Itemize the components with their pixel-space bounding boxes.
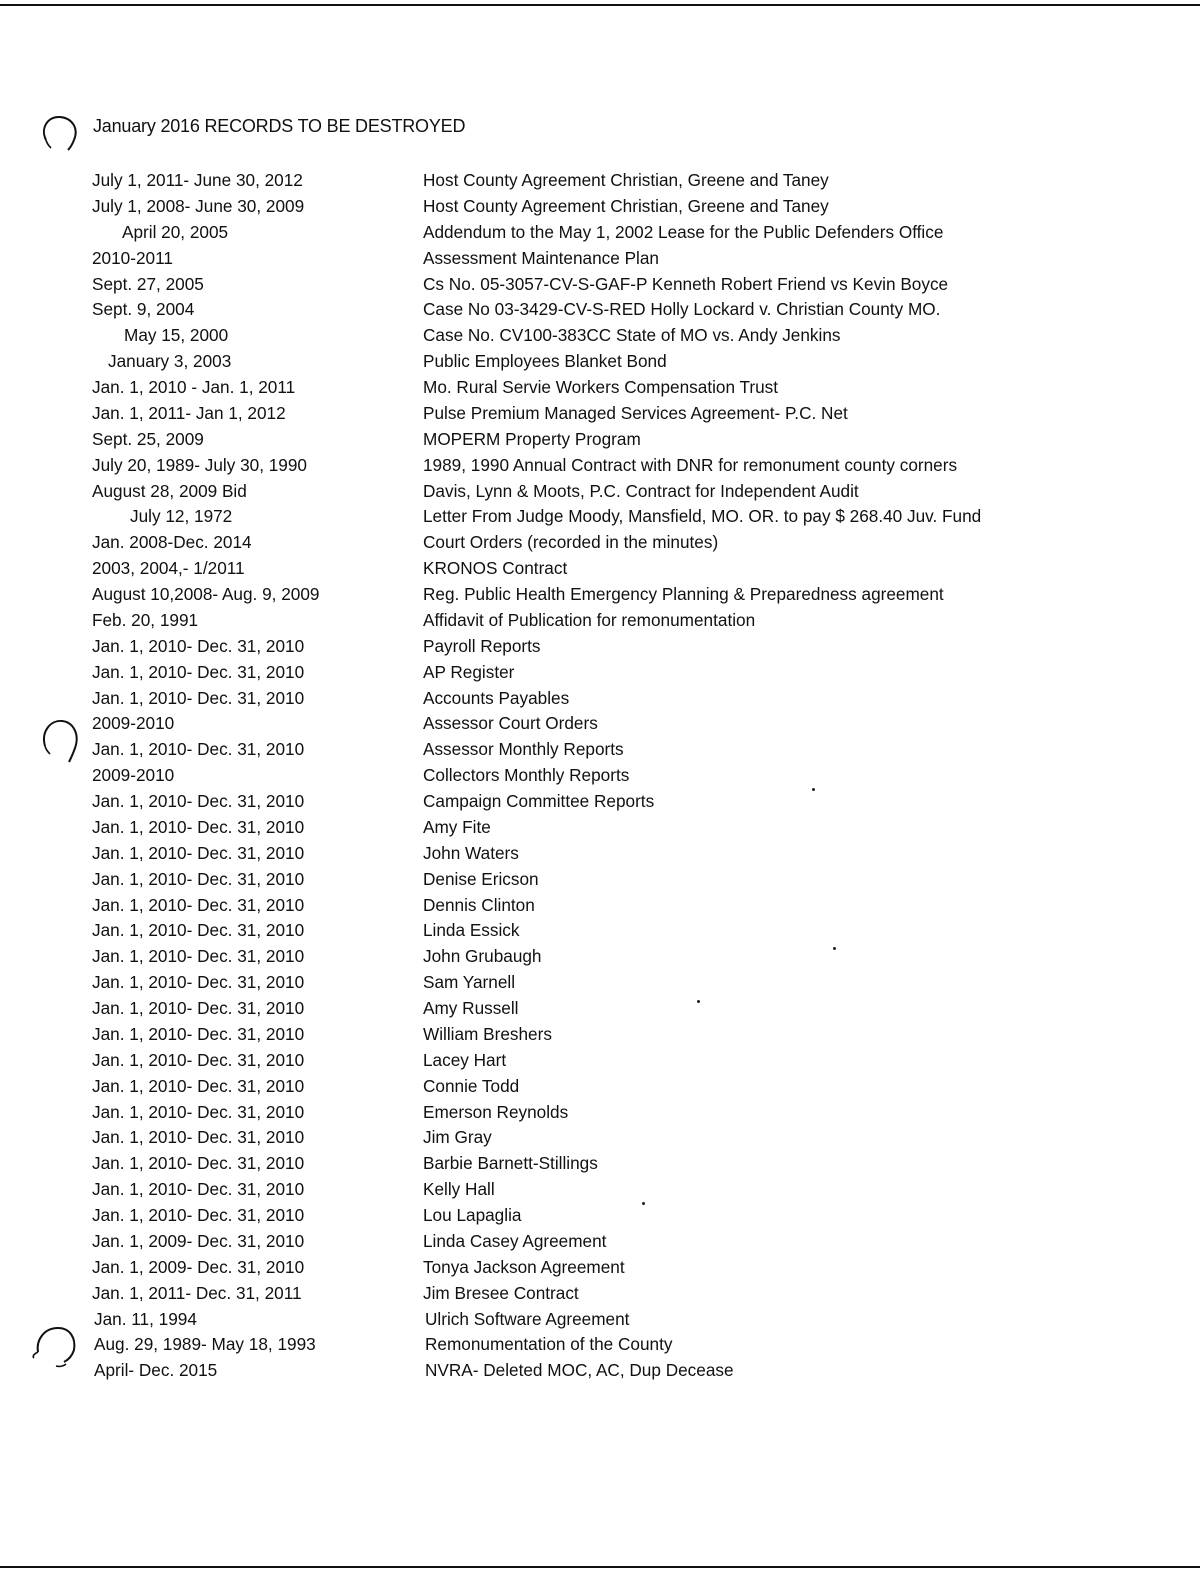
record-description: William Breshers bbox=[423, 1023, 552, 1044]
record-row bbox=[0, 763, 1200, 789]
record-description: MOPERM Property Program bbox=[423, 428, 641, 449]
record-row bbox=[0, 246, 1200, 272]
record-row bbox=[0, 401, 1200, 427]
record-date: Jan. 1, 2010 - Jan. 1, 2011 bbox=[92, 377, 296, 397]
record-description: Tonya Jackson Agreement bbox=[423, 1256, 625, 1277]
record-description: John Grubaugh bbox=[423, 946, 542, 967]
record-date: July 20, 1989- July 30, 1990 bbox=[92, 454, 307, 475]
record-date: Jan. 1, 2010- Dec. 31, 2010 bbox=[92, 868, 305, 889]
record-date: July 12, 1972 bbox=[130, 506, 233, 527]
record-date: Jan. 1, 2010- Dec. 31, 2010 bbox=[92, 972, 305, 993]
record-row bbox=[0, 867, 1200, 893]
record-date: Jan. 11, 1994 bbox=[94, 1308, 197, 1329]
record-description: 1989, 1990 Annual Contract with DNR for remonument county corners bbox=[423, 454, 958, 475]
record-date: Jan. 1, 2010- Dec. 31, 2010 bbox=[92, 1153, 305, 1174]
record-row bbox=[0, 297, 1200, 323]
record-date: Feb. 20, 1991 bbox=[92, 609, 199, 630]
record-row bbox=[0, 944, 1200, 970]
record-date: Aug. 29, 1989- May 18, 1993 bbox=[94, 1334, 316, 1355]
record-row bbox=[0, 608, 1200, 634]
record-date: Jan. 1, 2009- Dec. 31, 2010 bbox=[92, 1256, 305, 1277]
record-date: Jan. 1, 2010- Dec. 31, 2010 bbox=[92, 1049, 305, 1070]
record-description: NVRA- Deleted MOC, AC, Dup Decease bbox=[425, 1360, 734, 1381]
record-row bbox=[0, 841, 1200, 867]
record-date: 2009-2010 bbox=[92, 713, 175, 734]
record-description: Host County Agreement Christian, Greene and Taney bbox=[423, 170, 829, 190]
record-description: Ulrich Software Agreement bbox=[425, 1308, 630, 1329]
record-row bbox=[0, 1074, 1200, 1100]
record-row bbox=[0, 1177, 1200, 1203]
record-row bbox=[0, 1048, 1200, 1074]
record-row bbox=[0, 194, 1200, 220]
record-description: Cs No. 05-3057-CV-S-GAF-P Kenneth Robert Friend vs Kevin Boyce bbox=[423, 273, 949, 294]
record-row bbox=[0, 711, 1200, 737]
record-description: Addendum to the May 1, 2002 Lease for the Public Defenders Office bbox=[423, 221, 944, 242]
record-description: Accounts Payables bbox=[423, 687, 570, 708]
record-description: Emerson Reynolds bbox=[423, 1101, 569, 1122]
record-description: KRONOS Contract bbox=[423, 558, 568, 579]
record-date: Jan. 1, 2011- Jan 1, 2012 bbox=[92, 402, 286, 423]
record-description: Assessor Court Orders bbox=[423, 713, 598, 734]
record-row bbox=[0, 1125, 1200, 1151]
record-description: Denise Ericson bbox=[423, 868, 539, 889]
record-date: Jan. 1, 2010- Dec. 31, 2010 bbox=[92, 1075, 305, 1096]
record-date: August 10,2008- Aug. 9, 2009 bbox=[92, 584, 320, 604]
scan-speck bbox=[642, 1202, 645, 1205]
record-description: Kelly Hall bbox=[423, 1179, 495, 1200]
record-row bbox=[0, 582, 1200, 608]
record-row bbox=[0, 1151, 1200, 1177]
record-date: August 28, 2009 Bid bbox=[92, 480, 247, 501]
record-date: Jan. 1, 2010- Dec. 31, 2010 bbox=[92, 1101, 305, 1122]
record-description: Linda Essick bbox=[423, 920, 520, 941]
record-date: 2009-2010 bbox=[92, 765, 175, 786]
record-date: Sept. 27, 2005 bbox=[92, 273, 204, 294]
record-row bbox=[0, 996, 1200, 1022]
record-row bbox=[0, 660, 1200, 686]
record-row bbox=[0, 737, 1200, 763]
record-row bbox=[0, 479, 1200, 505]
record-description: Reg. Public Health Emergency Planning & Preparedness agreement bbox=[423, 584, 944, 604]
record-description: Amy Fite bbox=[423, 816, 491, 837]
record-row bbox=[0, 815, 1200, 841]
record-date: Jan. 1, 2010- Dec. 31, 2010 bbox=[92, 791, 305, 811]
record-description: Linda Casey Agreement bbox=[423, 1230, 607, 1251]
record-row bbox=[0, 1229, 1200, 1255]
record-description: Dennis Clinton bbox=[423, 894, 535, 915]
record-description: Assessor Monthly Reports bbox=[423, 739, 624, 760]
record-description: Campaign Committee Reports bbox=[423, 791, 655, 811]
page-title: January 2016 RECORDS TO BE DESTROYED bbox=[93, 116, 466, 136]
record-date: April- Dec. 2015 bbox=[94, 1360, 218, 1381]
record-description: Payroll Reports bbox=[423, 635, 541, 656]
record-row bbox=[0, 349, 1200, 375]
record-date: Jan. 1, 2010- Dec. 31, 2010 bbox=[92, 816, 305, 837]
record-date: Jan. 1, 2011- Dec. 31, 2011 bbox=[92, 1282, 302, 1303]
bottom-scan-border bbox=[0, 1566, 1200, 1568]
record-row bbox=[0, 453, 1200, 479]
record-date: Jan. 1, 2010- Dec. 31, 2010 bbox=[92, 1023, 305, 1044]
record-date: Jan. 1, 2009- Dec. 31, 2010 bbox=[92, 1230, 305, 1251]
record-date: Jan. 1, 2010- Dec. 31, 2010 bbox=[92, 920, 305, 941]
record-date: Jan. 1, 2010- Dec. 31, 2010 bbox=[92, 635, 305, 656]
record-date: Jan. 1, 2010- Dec. 31, 2010 bbox=[92, 687, 305, 708]
record-date: Jan. 1, 2010- Dec. 31, 2010 bbox=[92, 1127, 305, 1148]
record-description: John Waters bbox=[423, 842, 519, 863]
record-description: Lacey Hart bbox=[423, 1049, 507, 1070]
punch-hole-top bbox=[40, 112, 80, 154]
record-row bbox=[0, 893, 1200, 919]
record-row bbox=[0, 530, 1200, 556]
record-row bbox=[0, 1307, 1200, 1333]
record-date: Jan. 1, 2010- Dec. 31, 2010 bbox=[92, 1205, 305, 1225]
record-row bbox=[0, 1281, 1200, 1307]
record-date: Sept. 9, 2004 bbox=[92, 299, 195, 320]
record-date: Jan. 1, 2010- Dec. 31, 2010 bbox=[92, 739, 305, 760]
record-description: Collectors Monthly Reports bbox=[423, 765, 630, 786]
record-row bbox=[0, 168, 1200, 194]
scan-speck bbox=[812, 788, 815, 791]
record-row bbox=[0, 918, 1200, 944]
scan-speck bbox=[833, 947, 836, 950]
record-row bbox=[0, 1255, 1200, 1281]
record-row bbox=[0, 686, 1200, 712]
record-description: Case No 03-3429-CV-S-RED Holly Lockard v. Christian County MO. bbox=[423, 299, 941, 320]
record-row bbox=[0, 323, 1200, 349]
record-date: 2003, 2004,- 1/2011 bbox=[92, 558, 245, 579]
record-date: 2010-2011 bbox=[92, 247, 173, 268]
record-row bbox=[0, 272, 1200, 298]
record-row bbox=[0, 220, 1200, 246]
record-row bbox=[0, 634, 1200, 660]
scan-speck bbox=[697, 1000, 700, 1003]
record-row bbox=[0, 504, 1200, 530]
record-date: January 3, 2003 bbox=[108, 351, 232, 372]
record-description: Jim Bresee Contract bbox=[423, 1282, 579, 1303]
record-row bbox=[0, 556, 1200, 582]
record-description: Letter From Judge Moody, Mansfield, MO. OR. to pay $ 268.40 Juv. Fund bbox=[423, 506, 982, 527]
record-row bbox=[0, 1332, 1200, 1358]
record-date: Jan. 1, 2010- Dec. 31, 2010 bbox=[92, 842, 305, 863]
record-description: Sam Yarnell bbox=[423, 972, 516, 993]
record-description: Jim Gray bbox=[423, 1127, 492, 1148]
record-date: Jan. 1, 2010- Dec. 31, 2010 bbox=[92, 946, 305, 967]
record-row bbox=[0, 1100, 1200, 1126]
record-description: Public Employees Blanket Bond bbox=[423, 351, 667, 372]
record-date: Jan. 1, 2010- Dec. 31, 2010 bbox=[92, 894, 305, 915]
record-description: Host County Agreement Christian, Greene and Taney bbox=[423, 195, 829, 216]
record-date: April 20, 2005 bbox=[122, 221, 229, 242]
record-description: Davis, Lynn & Moots, P.C. Contract for Independent Audit bbox=[423, 480, 859, 501]
record-description: AP Register bbox=[423, 661, 515, 682]
record-description: Barbie Barnett-Stillings bbox=[423, 1153, 598, 1174]
record-description: Amy Russell bbox=[423, 998, 519, 1018]
record-row bbox=[0, 427, 1200, 453]
records-list bbox=[0, 168, 1200, 1384]
record-row bbox=[0, 1358, 1200, 1384]
record-row bbox=[0, 1203, 1200, 1229]
record-date: Jan. 1, 2010- Dec. 31, 2010 bbox=[92, 661, 305, 682]
record-row bbox=[0, 1022, 1200, 1048]
record-date: Sept. 25, 2009 bbox=[92, 428, 204, 449]
record-description: Mo. Rural Servie Workers Compensation Trust bbox=[423, 377, 779, 397]
record-date: Jan. 1, 2010- Dec. 31, 2010 bbox=[92, 1179, 305, 1200]
record-date: July 1, 2008- June 30, 2009 bbox=[92, 195, 305, 216]
record-date: Jan. 2008-Dec. 2014 bbox=[92, 532, 252, 553]
record-description: Assessment Maintenance Plan bbox=[423, 247, 659, 268]
record-description: Pulse Premium Managed Services Agreement- P.C. Net bbox=[423, 402, 848, 423]
record-description: Remonumentation of the County bbox=[425, 1334, 673, 1355]
top-scan-border bbox=[0, 4, 1200, 6]
record-row bbox=[0, 375, 1200, 401]
record-date: May 15, 2000 bbox=[124, 325, 229, 346]
record-date: Jan. 1, 2010- Dec. 31, 2010 bbox=[92, 998, 305, 1018]
record-date: July 1, 2011- June 30, 2012 bbox=[92, 170, 303, 190]
record-description: Connie Todd bbox=[423, 1075, 520, 1096]
record-description: Court Orders (recorded in the minutes) bbox=[423, 532, 719, 553]
record-description: Case No. CV100-383CC State of MO vs. Andy Jenkins bbox=[423, 325, 841, 346]
record-description: Lou Lapaglia bbox=[423, 1205, 522, 1225]
record-row bbox=[0, 970, 1200, 996]
record-row bbox=[0, 789, 1200, 815]
record-description: Affidavit of Publication for remonumentation bbox=[423, 609, 756, 630]
